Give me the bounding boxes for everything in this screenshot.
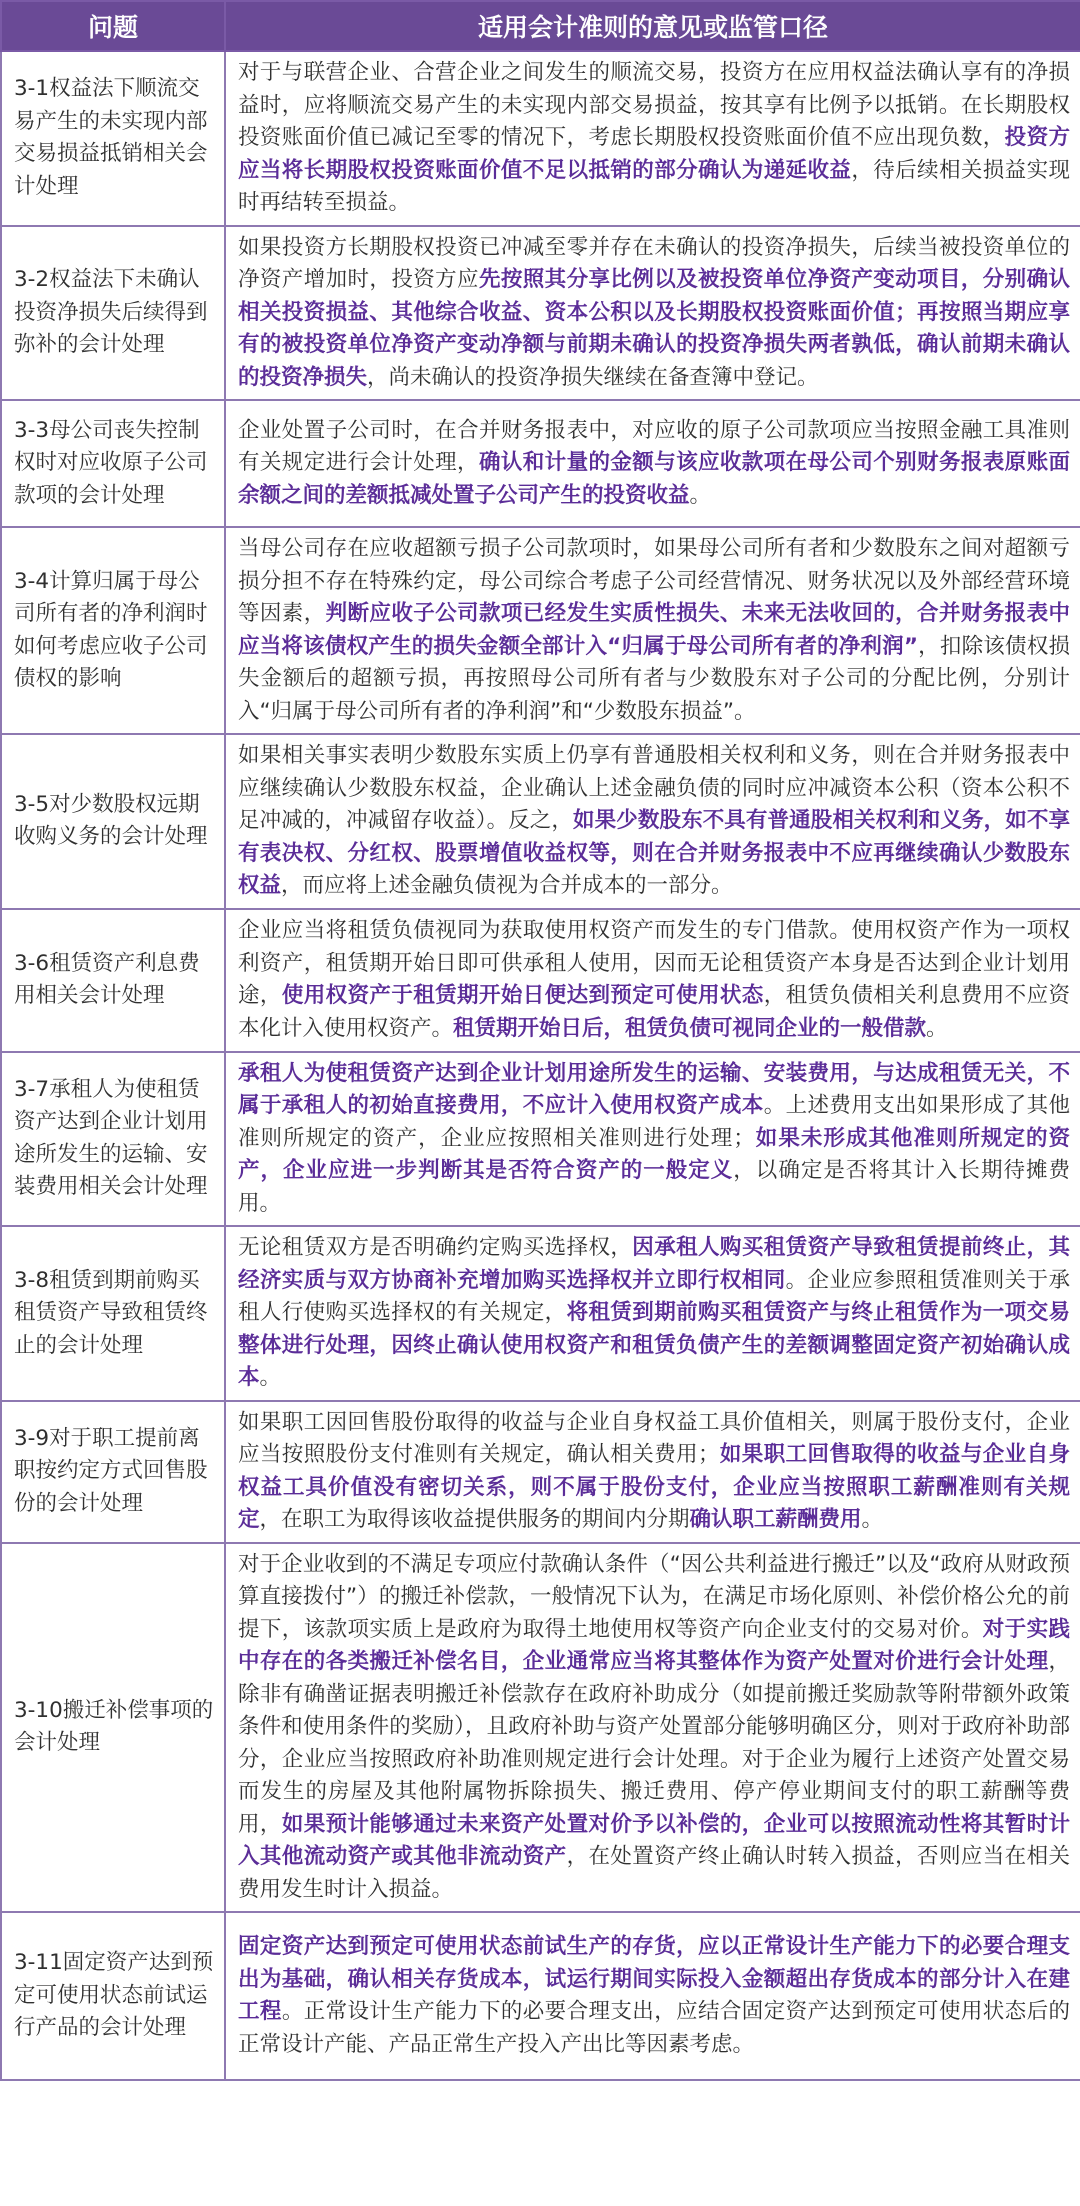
table-row xyxy=(1,909,1080,1052)
highlighted-text: 确认和计量的金额与该应收款项在母公司个别财务报表原账面余额之间的差额抵减处置子公司产生的投资收益 xyxy=(238,450,1070,508)
header-issue: 问题 xyxy=(1,1,225,51)
body-text: 。 xyxy=(861,1507,884,1532)
row-guidance xyxy=(225,51,1080,226)
body-text: 。企业应参照租赁准则关于承租人行使购买选择权的有关规定， xyxy=(238,1267,1070,1325)
row-guidance xyxy=(225,1052,1080,1227)
highlighted-text: 租赁期开始日后，租赁负债可视同企业的一般借款 xyxy=(453,1015,927,1041)
row-guidance xyxy=(225,527,1080,734)
row-topic: 3-11固定资产达到预定可使用状态前试运行产品的会计处理 xyxy=(1,1912,225,2080)
body-text: 。 xyxy=(689,482,712,508)
body-text: ，而应将上述金融负债视为合并成本的一部分。 xyxy=(281,873,733,898)
table-row xyxy=(1,1226,1080,1401)
highlighted-text: 确认职工薪酬费用 xyxy=(689,1507,862,1532)
table-row xyxy=(1,1543,1080,1913)
table-row xyxy=(1,1401,1080,1543)
highlighted-text: 将租赁到期前购买租赁资产与终止租赁作为一项交易整体进行处理，因终止确认使用权资产和租赁负债产生的差额调整固定资产初始确认成本 xyxy=(238,1300,1070,1390)
body-text: 对于企业收到的不满足专项应付款确认条件（“因公共利益进行搬迁”以及“政府从财政预算直接拨付”）的搬迁补偿款，一般情况下认为，在满足市场化原则、补偿价格公允的前提下，该款项实质上是政府为取得土地使用权等资产向企业支付的交易对价。 xyxy=(238,1551,1070,1642)
highlighted-text: 使用权资产于租赁期开始日便达到预定可使用状态 xyxy=(281,983,764,1008)
body-text: ，扣除该债权损失金额后的超额亏损，再按照母公司所有者与少数股东对子公司的分配比例，分别计入“归属于母公司所有者的净利润”和“少数股东损益”。 xyxy=(238,633,1070,724)
row-topic: 3-9对于职工提前离职按约定方式回售股份的会计处理 xyxy=(1,1401,225,1543)
table-row xyxy=(1,1912,1080,2080)
row-topic: 3-6租赁资产利息费用相关会计处理 xyxy=(1,909,225,1052)
row-topic: 3-7承租人为使租赁资产达到企业计划用途所发生的运输、安装费用相关会计处理 xyxy=(1,1052,225,1227)
table-row xyxy=(1,527,1080,734)
body-text: ，除非有确凿证据表明搬迁补偿款存在政府补助成分（如提前搬迁奖励款等附带额外政策条件和使用条件的奖励），且政府补助与资产处置部分能够明确区分，则对于政府补助部分，企业应当按照政府补助准则规定进行会计处理。对于企业为履行上述资产处置交易而发生的房屋及其他附属物拆除损失、搬迁费用、停产停业期间支付的职工薪酬等费用， xyxy=(238,1649,1070,1837)
highlighted-text: 投资方应当将长期股权投资账面价值不足以抵销的部分确认为递延收益 xyxy=(238,125,1070,183)
highlighted-text: 如果少数股东不具有普通股相关权利和义务，如不享有表决权、分红权、股票增值收益权等，则在合并财务报表中不应再继续确认少数股东权益 xyxy=(238,808,1070,898)
body-text: ，尚未确认的投资净损失继续在备查簿中登记。 xyxy=(367,364,819,390)
body-text: 对于与联营企业、合营企业之间发生的顺流交易，投资方在应用权益法确认享有的净损益时，应将顺流交易产生的未实现内部交易损益，按其享有比例予以抵销。在长期股权投资账面价值已减记至零的情况下，考虑长期股权投资账面价值不应出现负数， xyxy=(238,60,1070,150)
row-topic: 3-1权益法下顺流交易产生的未实现内部交易损益抵销相关会计处理 xyxy=(1,51,225,226)
row-guidance xyxy=(225,734,1080,909)
table-row xyxy=(1,400,1080,527)
body-text: 如果投资方长期股权投资已冲减至零并存在未确认的投资净损失，后续当被投资单位的净资产增加时，投资方应 xyxy=(238,234,1070,292)
body-text: ，租赁负债相关利息费用不应资本化计入使用权资产。 xyxy=(238,983,1070,1041)
row-topic: 3-3母公司丧失控制权时对应收原子公司款项的会计处理 xyxy=(1,400,225,527)
highlighted-text: 对于实践中存在的各类搬迁补偿名目，企业通常应当将其整体作为资产处置对价进行会计处理 xyxy=(238,1616,1070,1674)
table-row xyxy=(1,734,1080,909)
highlighted-text: 固定资产达到预定可使用状态前试生产的存货，应以正常设计生产能力下的必要合理支出为基础，确认相关存货成本，试运行期间实际投入金额超出存货成本的部分计入在建工程 xyxy=(238,1934,1070,2024)
highlighted-text: 承租人为使租赁资产达到企业计划用途所发生的运输、安装费用，与达成租赁无关，不属于承租人的初始直接费用，不应计入使用权资产成本 xyxy=(238,1060,1070,1118)
row-guidance xyxy=(225,1543,1080,1913)
table-header-row xyxy=(1,1,1080,51)
body-text: 。正常设计生产能力下的必要合理支出，应结合固定资产达到预定可使用状态后的正常设计产能、产品正常生产投入产出比等因素考虑。 xyxy=(238,1999,1070,2057)
row-guidance xyxy=(225,400,1080,527)
body-text: 如果相关事实表明少数股东实质上仍享有普通股相关权利和义务，则在合并财务报表中应继续确认少数股东权益，企业确认上述金融负债的同时应冲减资本公积（资本公积不足冲减的，冲减留存收益）。反之， xyxy=(238,743,1070,833)
highlighted-text: 如果未形成其他准则所规定的资产，企业应进一步判断其是否符合资产的一般定义 xyxy=(238,1125,1070,1183)
table-row xyxy=(1,226,1080,401)
table-row xyxy=(1,1052,1080,1227)
row-topic: 3-4计算归属于母公司所有者的净利润时如何考虑应收子公司债权的影响 xyxy=(1,527,225,734)
highlighted-text: 先按照其分享比例以及被投资单位净资产变动项目，分别确认相关投资损益、其他综合收益、资本公积以及长期股权投资账面价值；再按照当期应享有的被投资单位净资产变动净额与前期未确认的投资净损失两者孰低，确认前期未确认的投资净损失 xyxy=(238,267,1070,390)
body-text: ，在处置资产终止确认时转入损益，否则应当在相关费用发生时计入损益。 xyxy=(238,1844,1070,1902)
table-row xyxy=(1,51,1080,226)
row-guidance xyxy=(225,1401,1080,1543)
row-guidance xyxy=(225,1912,1080,2080)
body-text: 企业处置子公司时，在合并财务报表中，对应收的原子公司款项应当按照金融工具准则有关规定进行会计处理， xyxy=(238,417,1070,476)
row-topic: 3-8租赁到期前购买租赁资产导致租赁终止的会计处理 xyxy=(1,1226,225,1401)
body-text: 如果职工因回售股份取得的收益与企业自身权益工具价值相关，则属于股份支付，企业应当按照股份支付准则有关规定，确认相关费用； xyxy=(238,1409,1070,1467)
header-guidance: 适用会计准则的意见或监管口径 xyxy=(225,1,1080,51)
highlighted-text: 如果职工回售取得的收益与企业自身权益工具价值没有密切关系，则不属于股份支付，企业应当按照职工薪酬准则有关规定 xyxy=(238,1442,1070,1532)
highlighted-text: 因承租人购买租赁资产导致租赁提前终止，其经济实质与双方协商补充增加购买选择权并立即行权相同 xyxy=(238,1235,1070,1293)
row-guidance xyxy=(225,226,1080,401)
highlighted-text: 判断应收子公司款项已经发生实质性损失、未来无法收回的，合并财务报表中应当将该债权产生的损失金额全部计入“归属于母公司所有者的净利润” xyxy=(238,601,1070,659)
row-guidance xyxy=(225,1226,1080,1401)
row-topic: 3-10搬迁补偿事项的会计处理 xyxy=(1,1543,225,1913)
row-topic: 3-5对少数股权远期收购义务的会计处理 xyxy=(1,734,225,909)
body-text: ，待后续相关损益实现时再结转至损益。 xyxy=(238,157,1070,215)
body-text: ，在职工为取得该收益提供服务的期间内分期 xyxy=(259,1507,690,1532)
highlighted-text: 如果预计能够通过未来资产处置对价予以补偿的，企业可以按照流动性将其暂时计入其他流动资产或其他非流动资产 xyxy=(238,1811,1070,1869)
body-text: 当母公司存在应收超额亏损子公司款项时，如果母公司所有者和少数股东之间对超额亏损分担不存在特殊约定，母公司综合考虑子公司经营情况、财务状况以及外部经营环境等因素， xyxy=(238,536,1070,626)
row-guidance xyxy=(225,909,1080,1052)
body-text: 企业应当将租赁负债视同为获取使用权资产而发生的专门借款。使用权资产作为一项权利资产，租赁期开始日即可供承租人使用，因而无论租赁资产本身是否达到企业计划用途， xyxy=(238,918,1070,1008)
row-topic: 3-2权益法下未确认投资净损失后续得到弥补的会计处理 xyxy=(1,226,225,401)
body-text: 无论租赁双方是否明确约定购买选择权， xyxy=(238,1235,633,1260)
table-body xyxy=(1,51,1080,2080)
body-text: 。上述费用支出如果形成了其他准则所规定的资产，企业应按照相关准则进行处理； xyxy=(238,1093,1070,1151)
body-text: 。 xyxy=(926,1015,948,1041)
body-text: ，以确定是否将其计入长期待摊费用。 xyxy=(238,1158,1070,1216)
body-text: 。 xyxy=(259,1365,282,1390)
